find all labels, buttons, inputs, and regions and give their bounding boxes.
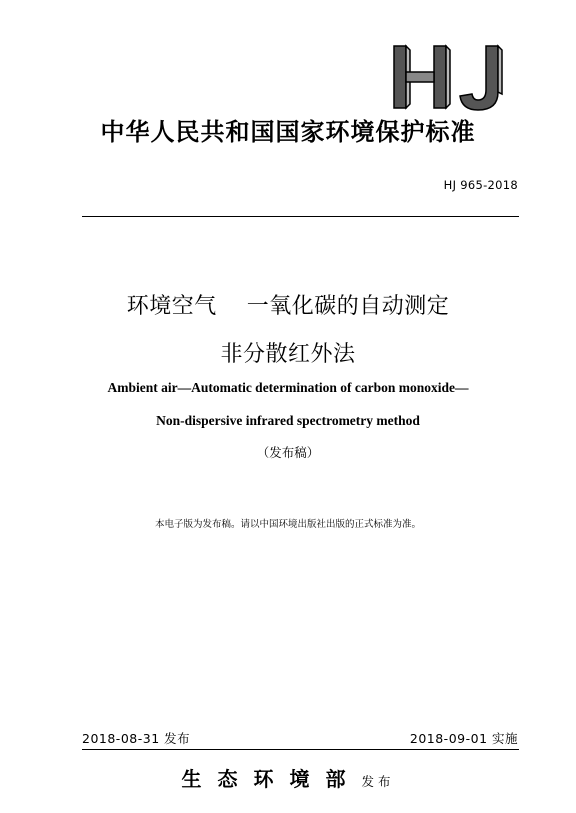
issue-date: 2018-08-31 发布 xyxy=(82,731,191,746)
title-english-line-2: Non-dispersive infrared spectrometry method xyxy=(156,413,420,428)
publish-verb: 发布 xyxy=(361,774,395,789)
edition-note: 本电子版为发布稿。请以中国环境出版社出版的正式标准为准。 xyxy=(154,519,421,530)
title-chinese-line-2: 非分散红外法 xyxy=(220,342,356,367)
hj-logo xyxy=(390,42,510,114)
publisher-line xyxy=(0,763,576,792)
publisher-name: 生态环境部 xyxy=(181,767,362,791)
top-divider xyxy=(82,216,519,217)
implementation-date: 2018-09-01 实施 xyxy=(409,731,518,746)
title-english-line-1: Ambient air—Automatic determination of carbon monoxide— xyxy=(107,380,469,395)
draft-label: （发布稿） xyxy=(256,445,320,460)
hj-logo-graphic xyxy=(390,42,510,114)
standard-body-title: 中华人民共和国国家环境保护标准 xyxy=(100,117,476,146)
standard-number: HJ 965-2018 xyxy=(443,178,518,192)
title-chinese-line-1: 环境空气 一氧化碳的自动测定 xyxy=(126,294,450,319)
bottom-divider xyxy=(82,749,519,750)
